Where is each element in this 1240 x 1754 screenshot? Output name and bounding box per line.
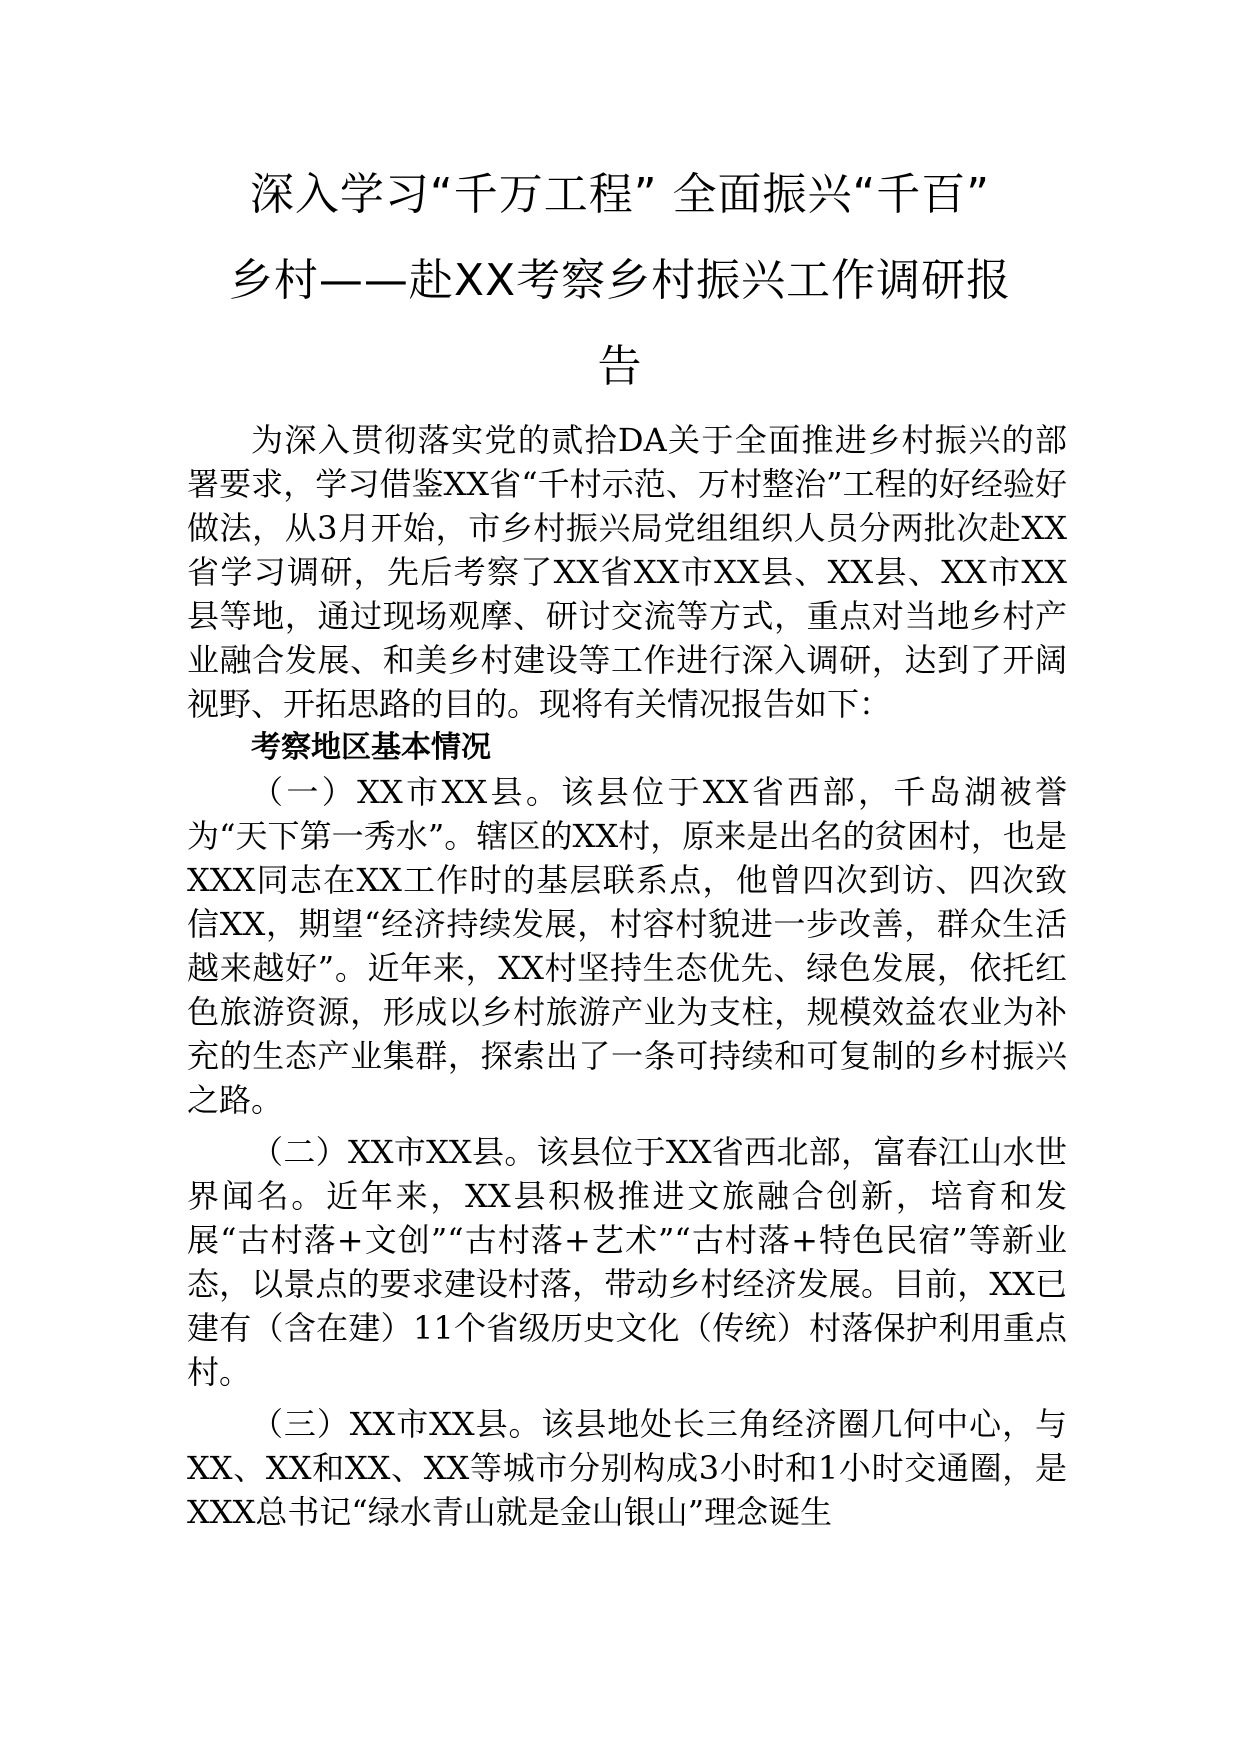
paragraph-county-2: （二）XX市XX县。该县位于XX省西北部，富春江山水世界闻名。近年来，XX县积极推进文旅融合创新，培育和发展“古村落+文创”“古村落+艺术”“古村落+特色民宿”等新业态，以景点的要求建设村落，带动乡村经济发展。目前，XX已建有（含在建）11个省级历史文化（传统）村落保护利用重点村。 bbox=[187, 1133, 1067, 1391]
title-line-2: 乡村——赴XX考察乡村振兴工作调研报 bbox=[228, 255, 1012, 306]
title-line-3: 告 bbox=[597, 341, 643, 392]
paragraph-county-1: （一）XX市XX县。该县位于XX省西部，千岛湖被誉为“天下第一秀水”。辖区的XX村，原来是出名的贫困村，也是XXX同志在XX工作时的基层联系点，他曾四次到访、四次致信XX，期望“经济持续发展，村容村貌进一步改善，群众生活越来越好”。近年来，XX村坚持生态优先、绿色发展，依托红色旅游资源，形成以乡村旅游产业为支柱，规模效益农业为补充的生态产业集群，探索出了一条可持续和可复制的乡村振兴之路。 bbox=[187, 773, 1067, 1119]
paragraph-county-3: （三）XX市XX县。该县地处长三角经济圈几何中心，与XX、XX和XX、XX等城市分别构成3小时和1小时交通圈，是XXX总书记“绿水青山就是金山银山”理念诞生 bbox=[187, 1405, 1067, 1531]
section-heading: 考察地区基本情况 bbox=[251, 730, 491, 765]
document-title bbox=[180, 152, 1060, 410]
intro-paragraph: 为深入贯彻落实党的贰拾DA关于全面推进乡村振兴的部署要求，学习借鉴XX省“千村示范、万村整治”工程的好经验好做法，从3月开始，市乡村振兴局党组组织人员分两批次赴XX省学习调研，先后考察了XX省XX市XX县、XX县、XX市XX县等地，通过现场观摩、研讨交流等方式，重点对当地乡村产业融合发展、和美乡村建设等工作进行深入调研，达到了开阔视野、开拓思路的目的。现将有关情况报告如下： bbox=[187, 421, 1067, 723]
document-body bbox=[187, 418, 1067, 1534]
title-line-1: 深入学习“千万工程” 全面振兴“千百” bbox=[249, 169, 991, 220]
